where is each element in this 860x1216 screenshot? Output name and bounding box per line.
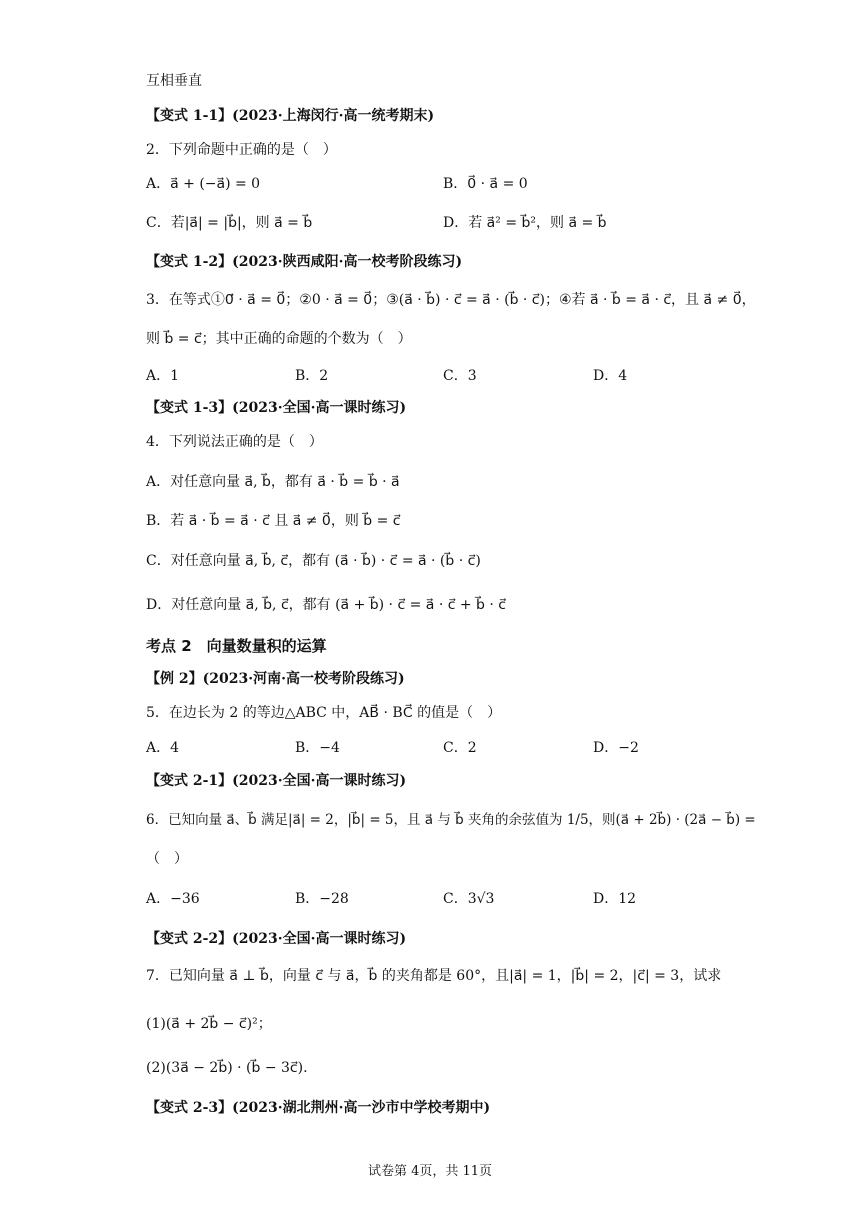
variant-header: 【变式 2-3】(2023·湖北荆州·高一沙市中学校考期中) [146, 1100, 491, 1116]
option-b: B．若 a⃗ · b⃗ = a⃗ · c⃗ 且 a⃗ ≠ 0⃗，则 b⃗ = c⃗ [146, 513, 401, 529]
option-b: B．−4 [295, 740, 340, 756]
variant-header: 【变式 1-3】(2023·全国·高一课时练习) [146, 400, 407, 416]
option-a: A．a⃗ + (−a⃗) = 0 [146, 176, 261, 192]
option-a: A．4 [146, 740, 180, 756]
option-d: D．−2 [593, 740, 639, 756]
option-b: B．−28 [295, 891, 349, 907]
option-b: B．0⃗ · a⃗ = 0 [443, 176, 528, 192]
answer-bracket: （ ） [146, 851, 188, 867]
sub-question-1: (1)(a⃗ + 2b⃗ − c⃗)²； [146, 1016, 272, 1032]
option-d: D．4 [593, 368, 628, 384]
question-stem-continued: 则 b⃗ = c⃗；其中正确的命题的个数为（ ） [146, 331, 412, 347]
option-c: C．2 [443, 740, 477, 756]
option-c: C．3√3 [443, 891, 495, 907]
option-a: A．1 [146, 368, 180, 384]
variant-header: 【变式 1-2】(2023·陕西咸阳·高一校考阶段练习) [146, 254, 463, 270]
option-c: C．3 [443, 368, 477, 384]
question-stem: 6．已知向量 a⃗、b⃗ 满足|a⃗| = 2，|b⃗| = 5，且 a⃗ 与 b⃗ 夹角的余弦值为 1/5，则(a⃗ + 2b⃗) · (2a⃗ − b⃗) = [146, 812, 756, 828]
option-d: D．对任意向量 a⃗, b⃗, c⃗，都有 (a⃗ + b⃗) · c⃗ = a⃗ · c⃗ + b⃗ · c⃗ [146, 597, 506, 613]
option-a: A．−36 [146, 891, 200, 907]
option-c: C．对任意向量 a⃗, b⃗, c⃗，都有 (a⃗ · b⃗) · c⃗ = a⃗ · (b⃗ · c⃗) [146, 553, 481, 569]
option-d: D．若 a⃗² = b⃗²，则 a⃗ = b⃗ [443, 215, 607, 231]
question-stem: 7．已知向量 a⃗ ⊥ b⃗，向量 c⃗ 与 a⃗，b⃗ 的夹角都是 60°，且|a⃗| = 1，|b⃗| = 2，|c⃗| = 3，试求 [146, 968, 722, 984]
sub-question-2: (2)(3a⃗ − 2b⃗) · (b⃗ − 3c⃗). [146, 1060, 308, 1076]
option-a: A．对任意向量 a⃗, b⃗，都有 a⃗ · b⃗ = b⃗ · a⃗ [146, 474, 400, 490]
option-c: C．若|a⃗| = |b⃗|，则 a⃗ = b⃗ [146, 215, 313, 231]
section-heading: 考点 2 向量数量积的运算 [146, 637, 327, 655]
option-d: D．12 [593, 891, 637, 907]
question-stem: 3．在等式①0⃗ · a⃗ = 0⃗；②0 · a⃗ = 0⃗；③(a⃗ · b⃗) · c⃗ = a⃗ · (b⃗ · c⃗)；④若 a⃗ · b⃗ = a⃗ · c⃗，且 a⃗ ≠ 0⃗， [146, 292, 756, 308]
text-line: 互相垂直 [146, 73, 202, 89]
variant-header: 【变式 2-1】(2023·全国·高一课时练习) [146, 773, 407, 789]
question-stem: 2．下列命题中正确的是（ ） [146, 142, 337, 158]
option-b: B．2 [295, 368, 329, 384]
question-stem: 5．在边长为 2 的等边△ABC 中，AB⃗ · BC⃗ 的值是（ ） [146, 705, 502, 721]
page-footer: 试卷第 4页，共 11页 [367, 1164, 493, 1179]
variant-header: 【变式 2-2】(2023·全国·高一课时练习) [146, 931, 407, 947]
variant-header: 【变式 1-1】(2023·上海闵行·高一统考期末) [146, 108, 435, 124]
question-stem: 4．下列说法正确的是（ ） [146, 434, 323, 450]
example-header: 【例 2】(2023·河南·高一校考阶段练习) [146, 671, 405, 687]
